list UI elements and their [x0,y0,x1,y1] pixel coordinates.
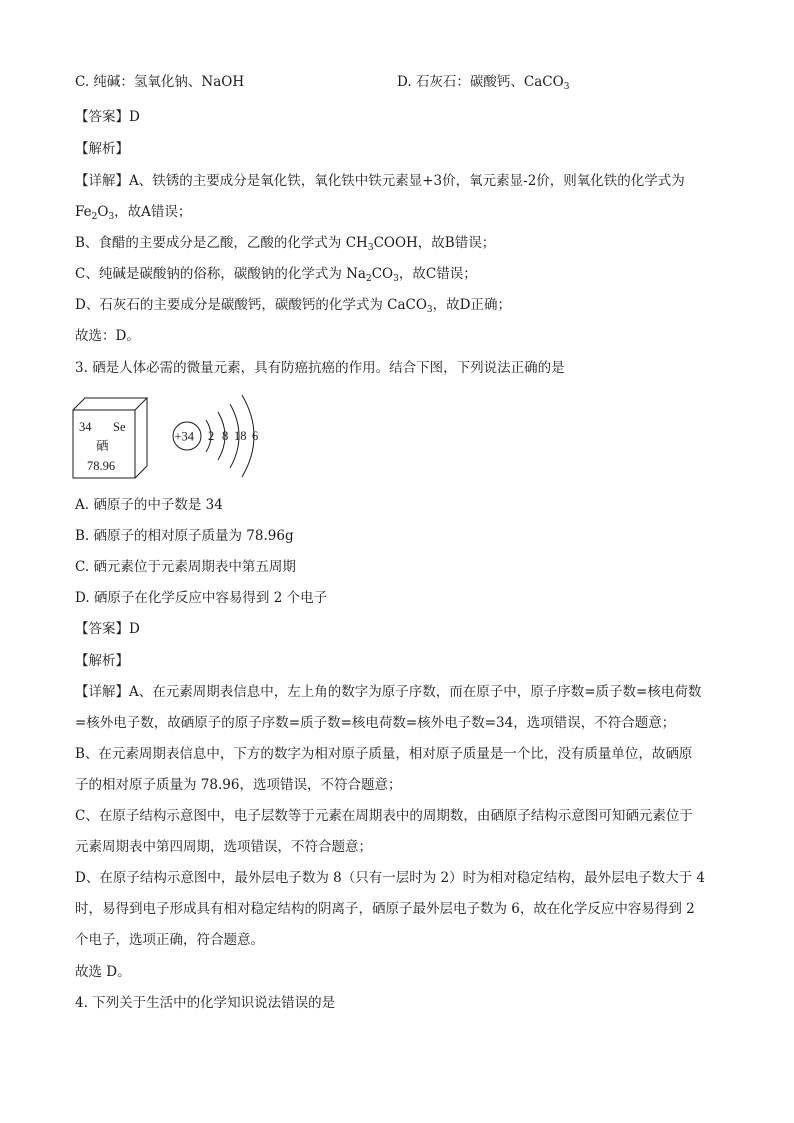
question-stem: 4. 下列关于生活中的化学知识说法错误的是 [75,995,336,1011]
explanation-line: C、在原子结构示意图中，电子层数等于元素在周期表中的周期数，由硒原子结构示意图可知硒元素位于 [75,808,693,824]
explanation-line: 时，易得到电子形成具有相对稳定结构的阴离子，硒原子最外层电子数为 6，故在化学反应中容易得到 2 [75,901,695,917]
atomic-mass: 78.96 [87,459,116,473]
shell-count: 8 [222,429,229,443]
explanation-line: B、在元素周期表信息中，下方的数字为相对原子质量，相对原子质量是一个比，没有质量单位，故硒原 [75,746,693,762]
explanation-line: D、在原子结构示意图中，最外层电子数为 8（只有一层时为 2）时为相对稳定结构，最外层电子数大于 4 [75,870,705,886]
choose-line: 故选 D。 [75,964,131,980]
nucleus-charge: +34 [174,429,195,444]
explanation-line: 元素周期表中第四周期，选项错误，不符合题意； [75,839,372,855]
option-c: C. 硒元素位于元素周期表中第五周期 [75,559,296,575]
option-d: D. 硒原子在化学反应中容易得到 2 个电子 [75,590,328,606]
option-a: A. 硒原子的中子数是 34 [75,497,223,513]
shell-count: 2 [208,429,215,443]
selenium-figure [70,388,270,488]
element-name: 硒 [96,439,109,453]
option-b: B. 硒原子的相对原子质量为 78.96g [75,528,294,544]
explanation-line: $Fe_2O_3$，故A错误； [75,204,192,222]
question-stem: 3. 硒是人体必需的微量元素，具有防癌抗癌的作用。结合下图，下列说法正确的是 [75,360,565,376]
answer-label: 【答案】D [75,109,140,125]
shell-count: 6 [252,429,259,443]
shell-count: 18 [234,429,247,443]
option-d: D. 石灰石：碳酸钙、CaCO$_3$ [397,74,570,92]
choose-line: 故选：D。 [75,328,140,344]
element-symbol: Se [113,420,126,434]
explanation-line: =核外电子数，故硒原子的原子序数=质子数=核电荷数=核外电子数=34，选项错误，不符合题意； [75,715,676,731]
explanation-line: 【详解】A、在元素周期表信息中，左上角的数字为原子序数，而在原子中，原子序数=质子数=核电荷数 [75,684,702,700]
explanation-line: D、石灰石的主要成分是碳酸钙，碳酸钙的化学式为 CaCO$_3$，故D正确； [75,297,511,315]
option-c: C. 纯碱：氢氧化钠、NaOH [75,74,245,90]
answer-label: 【答案】D [75,621,140,637]
analysis-label: 【解析】 [75,653,129,669]
explanation-line: C、纯碱是碳酸钠的俗称，碳酸钠的化学式为 $Na_2CO_3$，故C错误； [75,266,477,284]
explanation-line: 子的相对原子质量为 78.96，选项错误，不符合题意； [75,777,402,793]
analysis-label: 【解析】 [75,141,129,157]
explanation-line: B、食醋的主要成分是乙酸，乙酸的化学式为 $CH_3COOH$，故B错误； [75,235,496,253]
atomic-number: 34 [79,420,92,434]
selenium-diagram [70,388,270,488]
explanation-line: 个电子，选项正确，符合题意。 [75,932,264,948]
explanation-line: 【详解】A、铁锈的主要成分是氧化铁，氧化铁中铁元素显+3价，氧元素显-2价，则氧化铁的化学式为 [75,173,685,189]
